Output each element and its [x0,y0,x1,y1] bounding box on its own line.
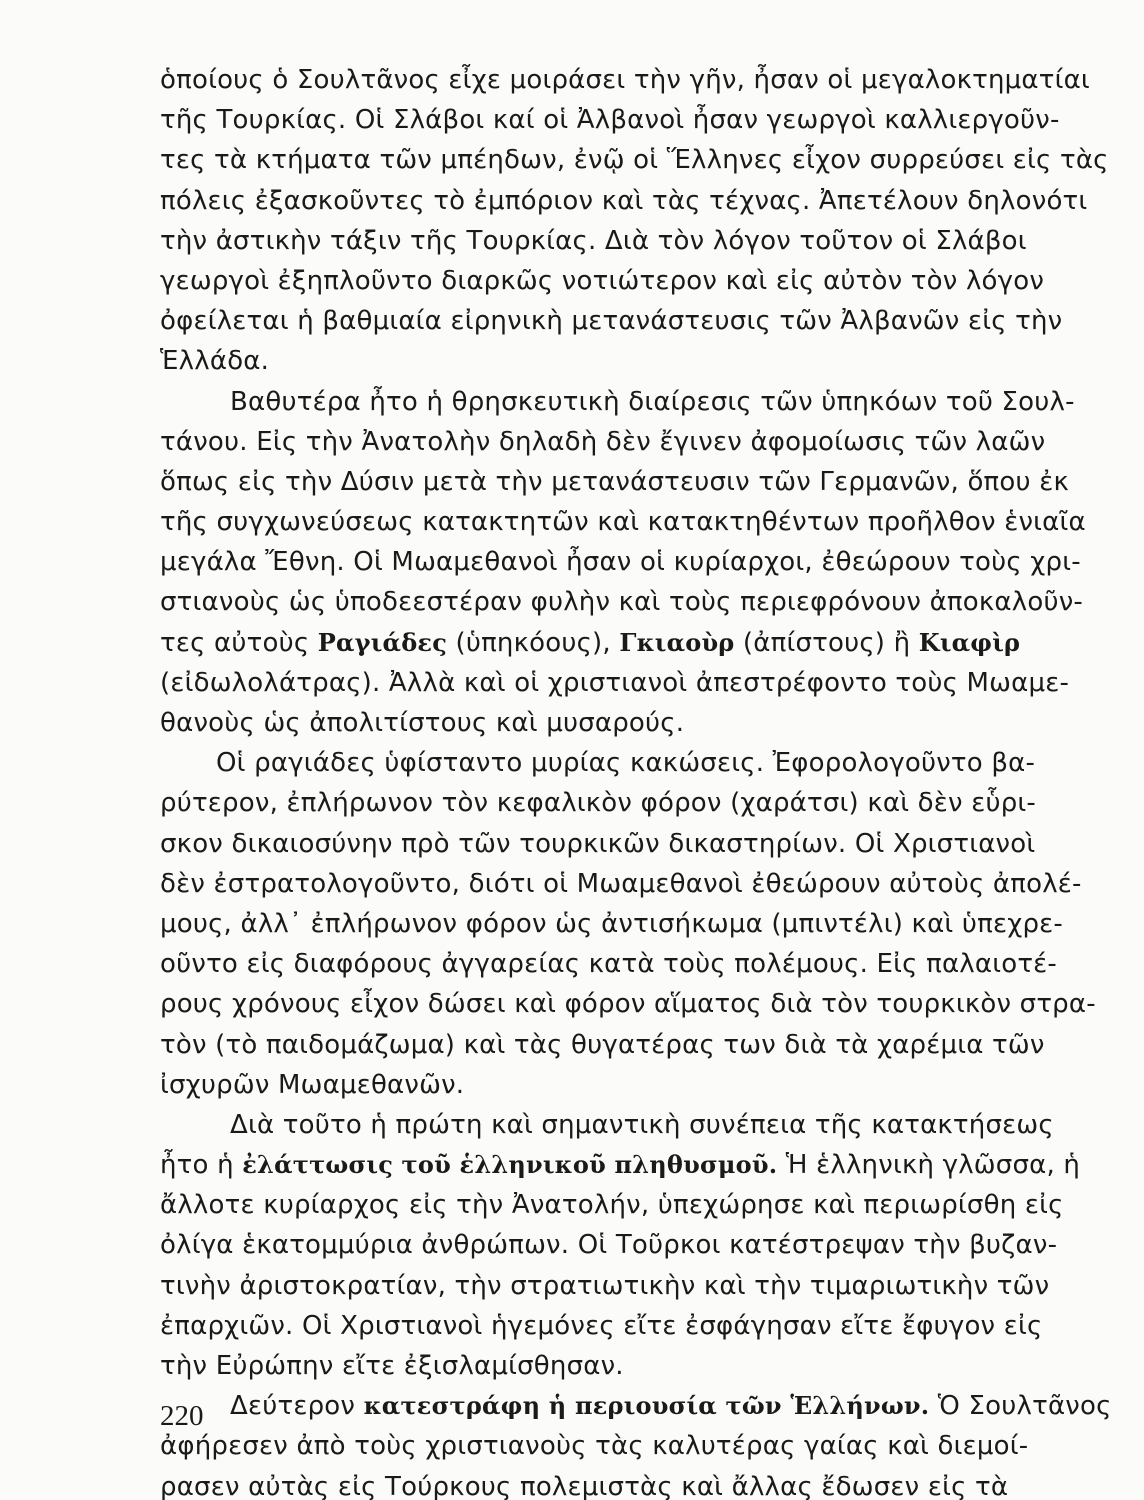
page-number: 220 [160,1400,204,1432]
text-run: Ὁ Σουλτᾶνος [929,1391,1112,1422]
text-line: τὴν Εὐρώπην εἴτε ἐξισλαμίσθησαν. [160,1351,624,1381]
text-line: ἰσχυρῶν Μωαμεθανῶν. [160,1069,465,1100]
text-line: δὲν ἐστρατολογοῦντο, διότι οἱ Μωαμεθανοὶ ἐθεώρουν αὐτοὺς ἀπολέ- [160,868,1082,899]
bold-term: Γκιαοὺρ [619,627,735,657]
text-line: ρύτερον, ἐπλήρωνον τὸν κεφαλικὸν φόρον (χαράτσι) καὶ δὲν εὗρι- [160,788,1036,819]
paragraph-2 [160,382,1086,744]
text-run: τες αὐτοὺς [160,627,318,658]
text-line: Ἑλλάδα. [160,346,270,377]
paragraph-4 [160,1105,1081,1386]
paragraph-1 [160,60,1109,382]
text-line: τινὴν ἀριστοκρατίαν, τὴν στρατιωτικὴν καὶ τὴν τιμαριωτικὴν τῶν [160,1270,1050,1301]
text-line: ἀφήρεσεν ἀπὸ τοὺς χριστιανοὺς τὰς καλυτέρας γαίας καὶ διεμοί- [160,1431,1029,1462]
bold-term: Ραγιάδες [317,627,448,657]
paragraph-3 [160,743,1096,1105]
text-run: Ἡ ἑλληνικὴ γλῶσσα, ἡ [777,1150,1081,1181]
text-line: μους, ἀλλ᾿ ἐπλήρωνον φόρον ὡς ἀντισήκωμα (μπιντέλι) καὶ ὑπεχρε- [160,908,1063,939]
text-line: τάνου. Εἰς τὴν Ἀνατολὴν δηλαδὴ δὲν ἔγινεν ἀφομοίωσις τῶν λαῶν [160,426,1046,457]
text-line: στιανοὺς ὡς ὑποδεεστέραν φυλὴν καὶ τοὺς περιεφρόνουν ἀποκαλοῦν- [160,587,1083,618]
text-line: Οἱ ραγιάδες ὑφίσταντο μυρίας κακώσεις. Ἐφορολογοῦντο βα- [216,748,1036,779]
text-line: ἐπαρχιῶν. Οἱ Χριστιανοὶ ἡγεμόνες εἴτε ἐσφάγησαν εἴτε ἔφυγον εἰς [160,1310,1043,1341]
text-run: (ἀπίστους) ἢ [734,627,919,658]
text-line: ὁποίους ὁ Σουλτᾶνος εἶχε μοιράσει τὴν γῆν, ἦσαν οἱ μεγαλοκτηματίαι [160,65,1090,95]
text-line: ἄλλοτε κυρίαρχος εἰς τὴν Ἀνατολήν, ὑπεχώρησε καὶ περιωρίσθη εἰς [160,1190,1064,1221]
text-run: ἦτο ἡ [160,1150,243,1181]
text-line: γεωργοὶ ἐξηπλοῦντο διαρκῶς νοτιώτερον καὶ εἰς αὐτὸν τὸν λόγον [160,265,1045,296]
text-line: πόλεις ἐξασκοῦντες τὸ ἐμπόριον καὶ τὰς τέχνας. Ἀπετέλουν δηλονότι [160,185,1088,216]
text-line: οῦντο εἰς διαφόρους ἀγγαρείας κατὰ τοὺς πολέμους. Εἰς παλαιοτέ- [160,949,1058,980]
text-line: Βαθυτέρα ἦτο ἡ θρησκευτικὴ διαίρεσις τῶν ὑπηκόων τοῦ Σουλ- [230,386,1075,417]
text-line: τῆς συγχωνεύσεως κατακτητῶν καὶ κατακτηθέντων προῆλθον ἑνιαῖα [160,507,1086,538]
text-line [160,1145,1081,1185]
text-line: ὀφείλεται ἡ βαθμιαία εἰρηνικὴ μετανάστευσις τῶν Ἀλβανῶν εἰς τὴν [160,306,1063,337]
text-line: (εἰδωλολάτρας). Ἀλλὰ καὶ οἱ χριστιανοὶ ἀπεστρέφοντο τοὺς Μωαμε- [160,667,1070,698]
bold-term: Κιαφὶρ [918,627,1021,657]
text-run: Δεύτερον [230,1391,364,1422]
text-line: θανοὺς ὡς ἀπολιτίστους καὶ μυσαρούς. [160,708,685,738]
text-line: ὀλίγα ἑκατομμύρια ἀνθρώπων. Οἱ Τοῦρκοι κατέστρεψαν τὴν βυζαν- [160,1230,1058,1261]
text-line: Διὰ τοῦτο ἡ πρώτη καὶ σημαντικὴ συνέπεια τῆς κατακτήσεως [230,1109,1054,1140]
text-line: τῆς Τουρκίας. Οἱ Σλάβοι καί οἱ Ἀλβανοὶ ἦσαν γεωργοὶ καλλιεργοῦν- [160,105,1060,136]
text-line: ρασεν αὐτὰς εἰς Τούρκους πολεμιστὰς καὶ ἄλλας ἔδωσεν εἰς τὰ [160,1471,1009,1500]
text-line [160,1386,1112,1426]
text-run: (ὑπηκόους), [447,627,620,658]
text-line: τὸν (τὸ παιδομάζωμα) καὶ τὰς θυγατέρας των διὰ τὰ χαρέμια τῶν [160,1029,1045,1060]
text-line: μεγάλα Ἔθνη. Οἱ Μωαμεθανοὶ ἦσαν οἱ κυρίαρχοι, ἐθεώρουν τοὺς χρι- [160,547,1081,578]
text-line: τὴν ἀστικὴν τάξιν τῆς Τουρκίας. Διὰ τὸν λόγον τοῦτον οἱ Σλάβοι [160,225,1027,256]
text-line: σκον δικαιοσύνην πρὸ τῶν τουρκικῶν δικαστηρίων. Οἱ Χριστιανοὶ [160,828,1036,859]
text-line: ρους χρόνους εἶχον δώσει καὶ φόρον αἵματος διὰ τὸν τουρκικὸν στρα- [160,989,1096,1020]
text-line: ὅπως εἰς τὴν Δύσιν μετὰ τὴν μετανάστευσιν τῶν Γερμανῶν, ὅπου ἐκ [160,466,1070,497]
bold-term: κατεστράφη ἡ περιουσία τῶν Ἑλλήνων. [363,1391,930,1421]
bold-term: ἐλάττωσις τοῦ ἑλληνικοῦ πληθυσμοῦ. [242,1150,778,1180]
text-line [160,623,1040,663]
text-line: τες τὰ κτήματα τῶν μπέηδων, ἐνῷ οἱ Ἕλληνες εἶχον συρρεύσει εἰς τὰς [160,145,1109,176]
body-text [160,60,1112,1500]
paragraph-5 [160,1386,1112,1500]
